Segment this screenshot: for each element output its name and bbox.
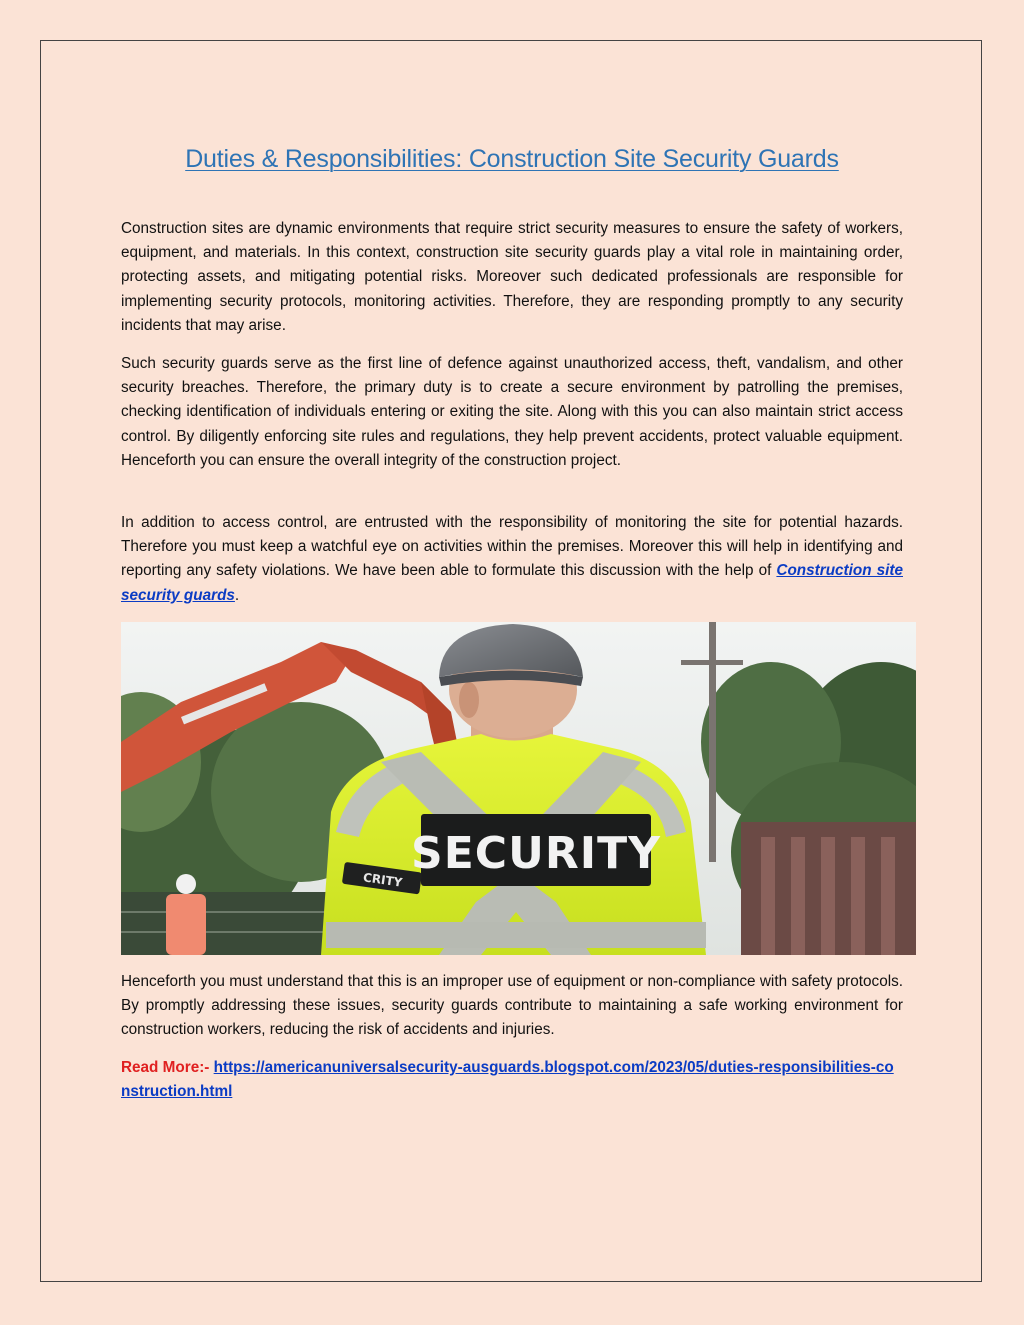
paragraph-3-tail: . [234, 586, 240, 604]
paragraph-4 [121, 970, 903, 1043]
security-guard-photo [121, 622, 916, 955]
paragraph-2-text: Such security guards serve as the first line of defence against unauthorized access, theft, vandalism, and other security breaches. Therefore, the primary duty is to create a secure environment by patrolling the premises, checking identification of individuals entering or exiting the site. Along with this you can also maintain strict access control. By diligently enforcing site rules and regulations, they help prevent accidents, protect valuable equipment. Henceforth you can ensure the overall integrity of the construction project. [121, 355, 903, 469]
paragraph-2 [121, 352, 903, 473]
read-more-link[interactable]: https://americanuniversalsecurity-ausguards.blogspot.com/2023/05/duties-responsibilities-construction.html [121, 1059, 894, 1101]
paragraph-3 [121, 511, 903, 608]
vest-security-text: SECURITY [411, 828, 661, 879]
paragraph-1 [121, 217, 903, 338]
paragraph-1-text: Construction sites are dynamic environments that require strict security measures to ensure the safety of workers, equipment, and materials. In this context, construction site security guards play a vital role in maintaining order, protecting assets, and mitigating potential risks. Moreover such dedicated professionals are responsible for implementing security protocols, monitoring activities. Therefore, they are responding promptly to any security incidents that may arise. [121, 220, 903, 334]
shoulder-patch-text: CRITY [362, 870, 404, 890]
read-more-label: Read More:- [121, 1059, 210, 1076]
paragraph-4-text: Henceforth you must understand that this is an improper use of equipment or non-compliance with safety protocols. By promptly addressing these issues, security guards contribute to maintaining a safe working environment for construction workers, reducing the risk of accidents and injuries. [121, 973, 903, 1039]
paragraph-3-lead: In addition to access control, are entrusted with the responsibility of monitoring the site for potential hazards. Therefore you must keep a watchful eye on activities within the premises. Moreover this will help in identifying and reporting any safety violations. We have been able to formulate this discussion with the help of [121, 514, 903, 580]
paragraph-3-text [121, 511, 903, 608]
document-title: Duties & Responsibilities: Construction Site Security Guards [185, 145, 839, 173]
construction-security-guards-link[interactable]: Construction site security guards [121, 562, 903, 604]
read-more [121, 1056, 903, 1104]
